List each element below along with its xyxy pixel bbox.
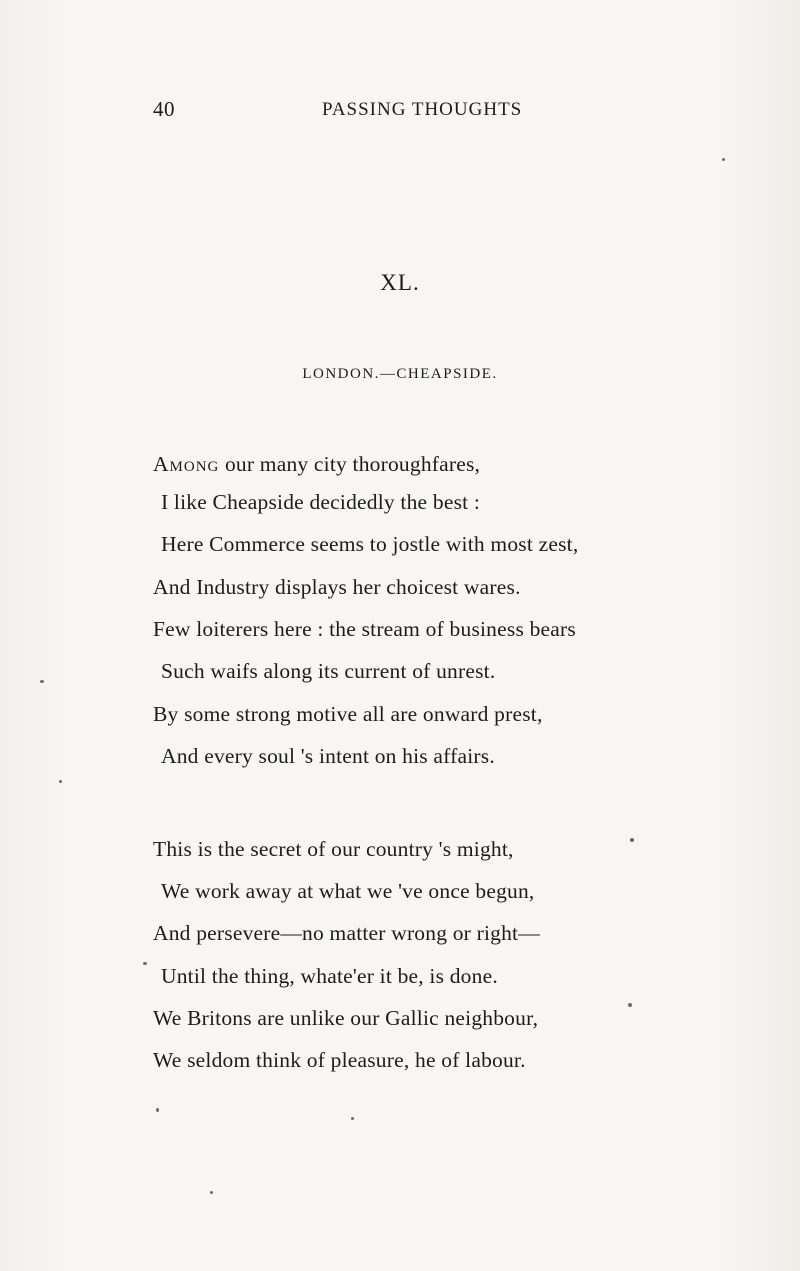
section-number: XL. xyxy=(380,270,420,295)
paper-speck xyxy=(628,1003,632,1007)
poem-line-1 xyxy=(153,452,480,477)
paper-speck xyxy=(630,838,634,842)
paper-speck xyxy=(351,1117,354,1120)
poem-line-2: I like Cheapside decidedly the best : xyxy=(161,490,481,514)
poem-line-14: We seldom think of pleasure, he of labour. xyxy=(153,1048,526,1072)
poem-line-11: And persevere—no matter wrong or right— xyxy=(153,921,540,945)
paper-speck xyxy=(210,1191,213,1194)
poem-line-6: Such waifs along its current of unrest. xyxy=(161,659,496,683)
poem-line-5: Few loiterers here : the stream of business bears xyxy=(153,617,576,641)
running-title: PASSING THOUGHTS xyxy=(322,99,523,120)
poem-first-word: Among xyxy=(153,452,220,476)
paper-speck xyxy=(143,962,147,965)
paper-speck xyxy=(156,1108,159,1112)
poem-line-12: Until the thing, whate'er it be, is done. xyxy=(161,964,498,988)
paper-speck xyxy=(40,680,44,683)
poem-line-10: We work away at what we 've once begun, xyxy=(161,879,535,903)
poem-line-8: And every soul 's intent on his affairs. xyxy=(161,744,495,768)
paper-speck xyxy=(722,158,725,161)
poem-line-7: By some strong motive all are onward prest, xyxy=(153,702,543,726)
poem-line-9: This is the secret of our country 's might, xyxy=(153,837,514,861)
paper-speck xyxy=(59,780,62,783)
page-header xyxy=(0,97,800,127)
poem-line-3: Here Commerce seems to jostle with most zest, xyxy=(161,532,579,556)
poem-line-4: And Industry displays her choicest wares. xyxy=(153,575,521,599)
page-number: 40 xyxy=(153,97,175,121)
section-title: LONDON.—CHEAPSIDE. xyxy=(302,366,498,382)
poem-line-1-text: our many city thoroughfares, xyxy=(219,452,481,476)
poem-line-13: We Britons are unlike our Gallic neighbour, xyxy=(153,1006,539,1030)
